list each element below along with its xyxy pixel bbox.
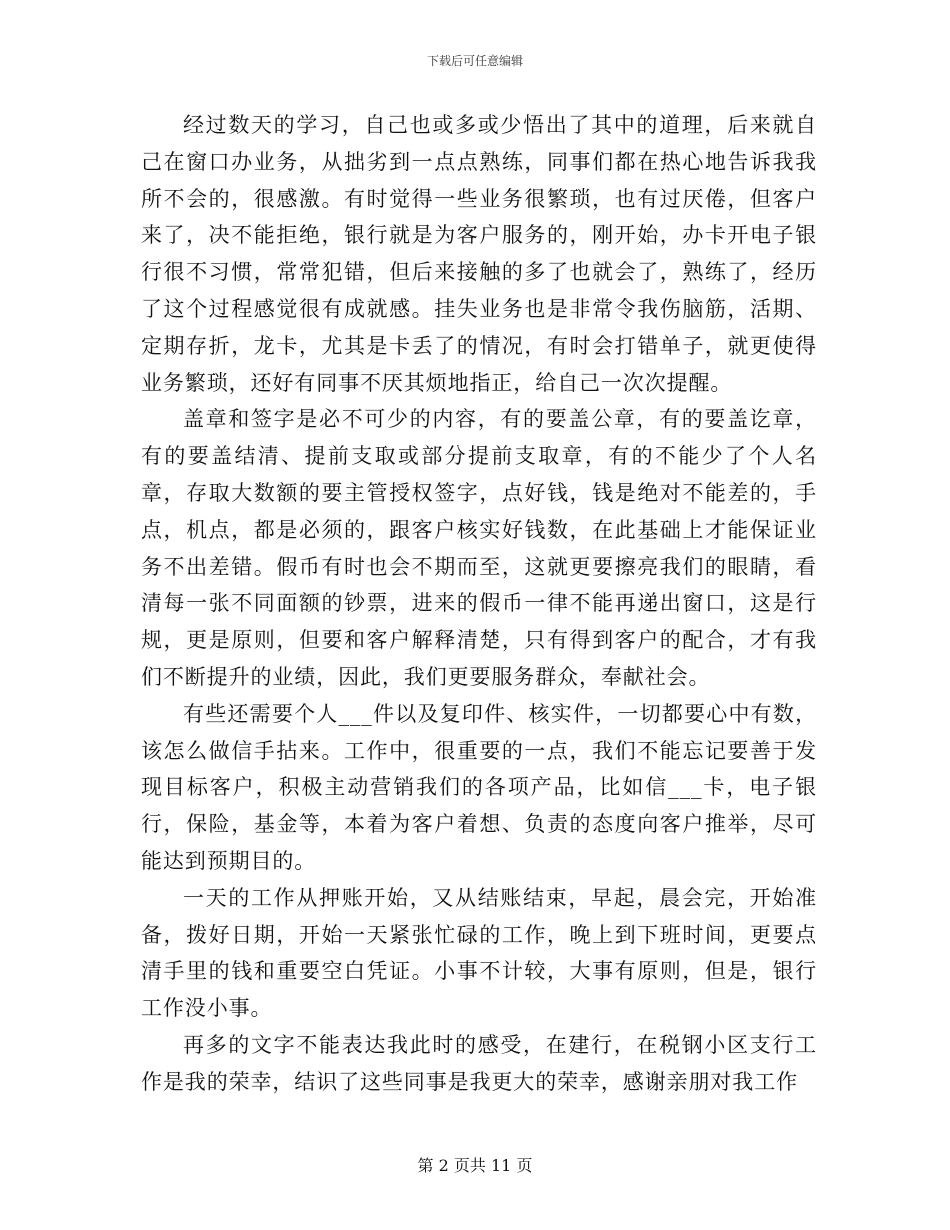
paragraph-3: 有些还需要个人___件以及复印件、核实件，一切都要心中有数，该怎么做信手拈来。工作中，很重要的一点，我们不能忘记要善于发现目标客户，积极主动营销我们的各项产品，比如信___卡，电子银行，保险，基金等，本着为客户着想、负责的态度向客户推举，尽可能达到预期目的。 — [141, 701, 817, 873]
paragraph-2: 盖章和签字是必不可少的内容，有的要盖公章，有的要盖讫章，有的要盖结清、提前支取或部分提前支取章，有的不能少了个人名章，存取大数额的要主管授权签字，点好钱，钱是绝对不能差的，手点，机点，都是必须的，跟客户核实好钱数，在此基础上才能保证业务不出差错。假币有时也会不期而至，这就更要擦亮我们的眼睛，看清每一张不同面额的钞票，进来的假币一律不能再递出窗口，这是行规，更是原则，但要和客户解释清楚，只有得到客户的配合，才有我们不断提升的业绩，因此，我们更要服务群众，奉献社会。 — [141, 407, 817, 689]
page-header: 下载后可任意编辑 — [426, 54, 523, 68]
paragraph-1: 经过数天的学习，自己也或多或少悟出了其中的道理，后来就自己在窗口办业务，从拙劣到一点点熟练，同事们都在热心地告诉我我所不会的，很感激。有时觉得一些业务很繁琐，也有过厌倦，但客户来了，决不能拒绝，银行就是为客户服务的，刚开始，办卡开电子银行很不习惯，常常犯错，但后来接触的多了也就会了，熟练了，经历了这个过程感觉很有成就感。挂失业务也是非常令我伤脑筋，活期、定期存折，龙卡，尤其是卡丢了的情况，有时会打错单子，就更使得业务繁琐，还好有同事不厌其烦地指正，给自己一次次提醒。 — [141, 113, 817, 395]
paragraph-5: 再多的文字不能表达我此时的感受，在建行，在税钢小区支行工作是我的荣幸，结识了这些同事是我更大的荣幸，感谢亲朋对我工作 — [141, 1032, 817, 1094]
paragraph-4: 一天的工作从押账开始，又从结账结束，早起，晨会完，开始准备，拨好日期，开始一天紧张忙碌的工作，晚上到下班时间，更要点清手里的钱和重要空白凭证。小事不计较，大事有原则，但是，银行工作没小事。 — [141, 885, 817, 1021]
page-number-footer: 第 2 页共 11 页 — [417, 1156, 533, 1175]
document-body — [141, 107, 817, 1101]
